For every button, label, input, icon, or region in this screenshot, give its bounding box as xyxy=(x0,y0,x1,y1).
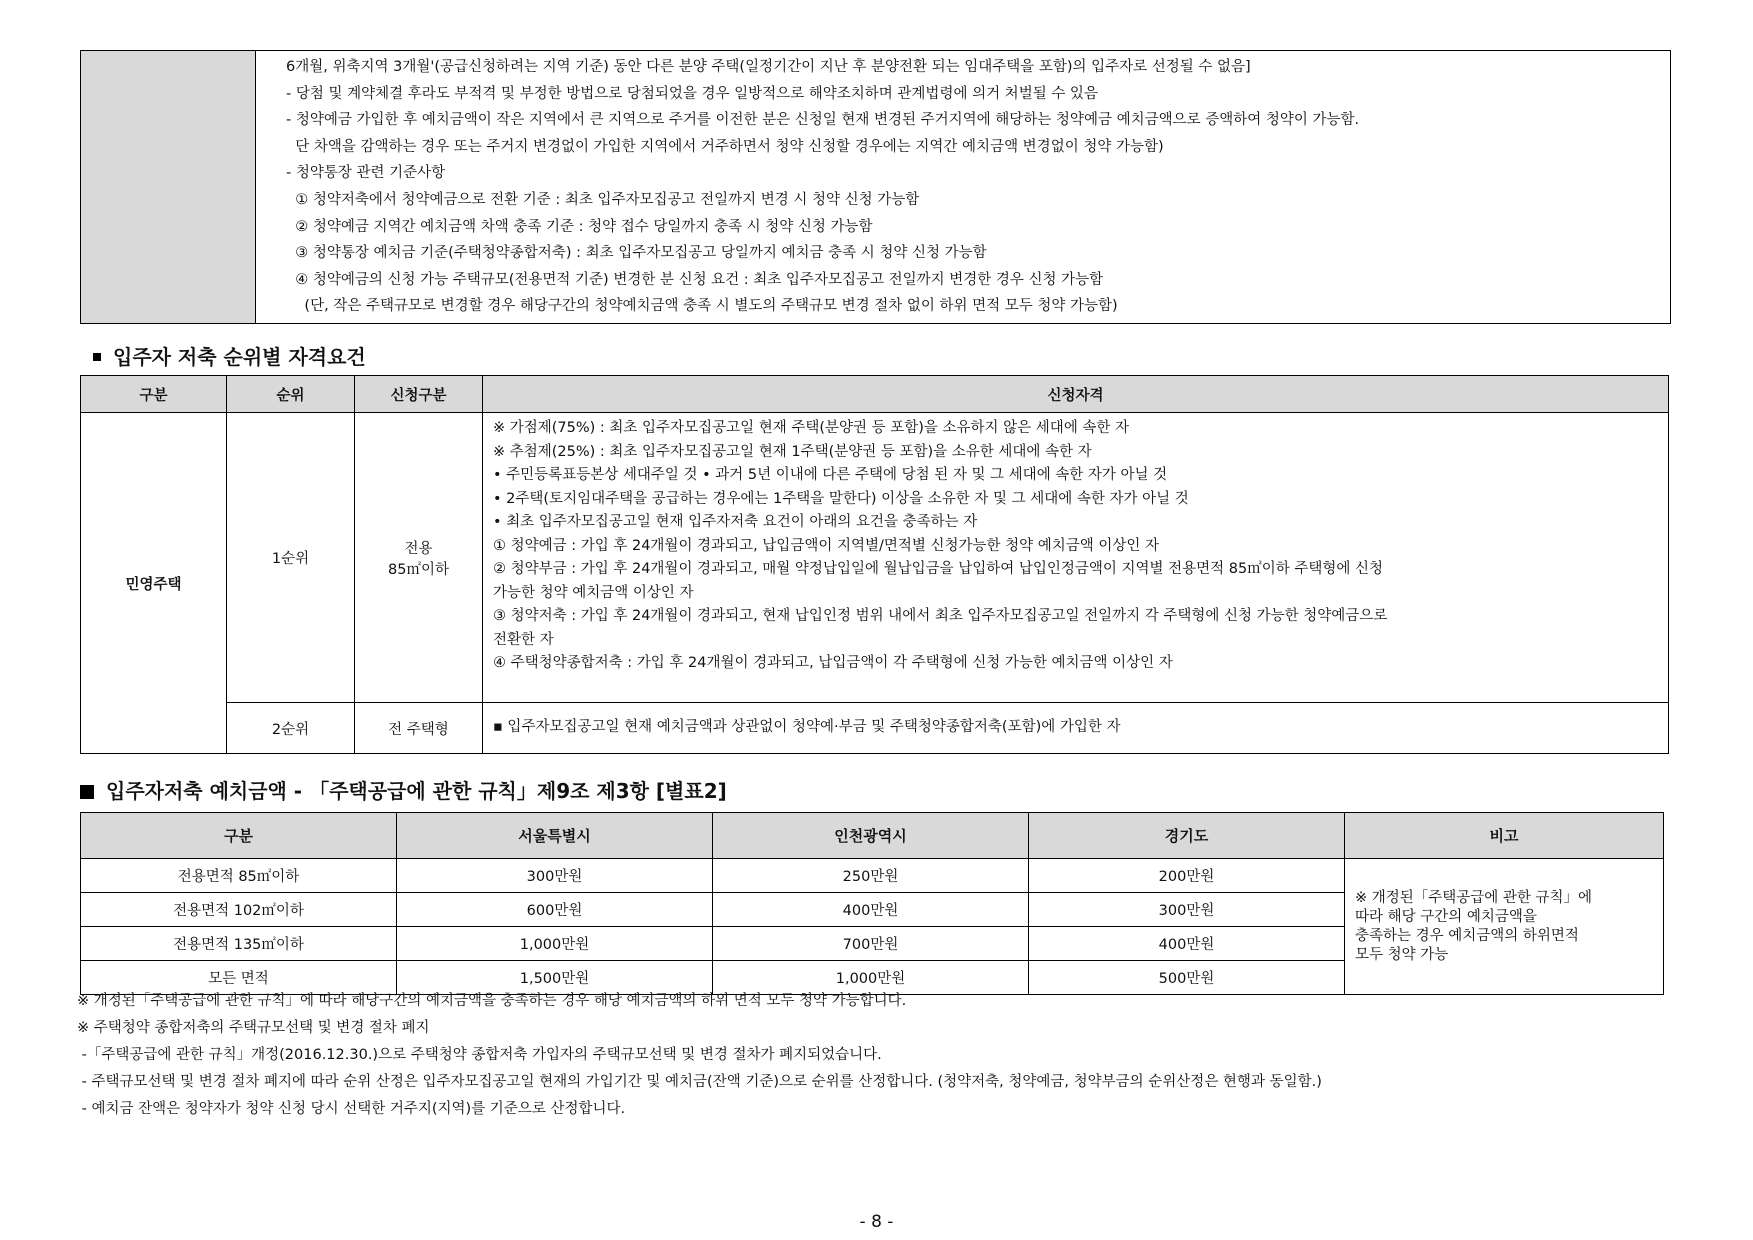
qualification-detail-cell-2: ▪ 입주자모집공고일 현재 예치금액과 상관없이 청약예·부금 및 주택청약종합저축(포함)에 가입한 자 xyxy=(483,703,1669,754)
note-line: - 주택규모선택 및 변경 절차 폐지에 따라 순위 산정은 입주자모집공고일 현재의 가입기간 및 예치금(잔액 기준)으로 순위를 산정합니다. (청약저축, 청약예금, 청약부금의 순위산정은 현행과 동일함.) xyxy=(77,1074,1322,1090)
note-line: - 예치금 잔액은 청약자가 청약 신청 당시 선택한 거주지(지역)를 기준으로 산정합니다. xyxy=(77,1101,626,1117)
header-gyeonggi: 경기도 xyxy=(1029,813,1345,859)
qualification-line: ④ 주택청약종합저축 : 가입 후 24개월이 경과되고, 납입금액이 각 주택형에 신청 가능한 예치금액 이상인 자 xyxy=(493,655,1173,671)
qualification-detail-cell-1 xyxy=(483,413,1669,703)
continuation-line: - 청약예금 가입한 후 예치금액이 작은 지역에서 큰 지역으로 주거를 이전한 분은 신청일 현재 변경된 주거지역에 해당하는 청약예금 예치금액으로 증액하여 청약이 가능함. xyxy=(286,112,1360,129)
header-application-type: 신청구분 xyxy=(355,376,483,413)
section-title-text: 입주자 저축 순위별 자격요건 xyxy=(113,345,366,369)
header-incheon: 인천광역시 xyxy=(713,813,1029,859)
incheon-amount-cell: 250만원 xyxy=(713,859,1029,893)
header-qualification: 신청자격 xyxy=(483,376,1669,413)
qualification-line: 가능한 청약 예치금액 이상인 자 xyxy=(493,584,694,601)
continuation-label-cell xyxy=(81,51,256,324)
incheon-amount-cell: 700만원 xyxy=(713,927,1029,961)
incheon-amount-cell: 400만원 xyxy=(713,893,1029,927)
incheon-amount-cell: 1,000만원 xyxy=(713,961,1029,995)
page-number: - 8 - xyxy=(859,1212,894,1232)
seoul-amount-cell: 300만원 xyxy=(397,859,713,893)
header-remark: 비고 xyxy=(1345,813,1664,859)
qualification-line: 전환한 자 xyxy=(493,631,554,648)
qualification-line: • 최초 입주자모집공고일 현재 입주자저축 요건이 아래의 요건을 충족하는 자 xyxy=(493,514,978,530)
header-category: 구분 xyxy=(81,376,227,413)
section-title-qualification xyxy=(93,341,366,370)
qualification-line: ※ 추첨제(25%) : 최초 입주자모집공고일 현재 1주택(분양권 등 포함)을 소유한 세대에 속한 자 xyxy=(493,443,1092,460)
category-cell: 민영주택 xyxy=(81,413,227,754)
rank-cell-1: 1순위 xyxy=(227,413,355,703)
header-seoul: 서울특별시 xyxy=(397,813,713,859)
qualification-line: ① 청약예금 : 가입 후 24개월이 경과되고, 납입금액이 지역별/면적별 신청가능한 청약 예치금액 이상인 자 xyxy=(493,537,1160,554)
application-type-cell-1 xyxy=(355,413,483,703)
gyeonggi-amount-cell: 200만원 xyxy=(1029,859,1345,893)
qualification-line: ② 청약부금 : 가입 후 24개월이 경과되고, 매월 약정납입일에 월납입금을 납입하여 납입인정금액이 지역별 전용면적 85㎡이하 주택형에 신청 xyxy=(493,561,1384,577)
continuation-table xyxy=(80,50,1671,324)
rank-cell-2: 2순위 xyxy=(227,703,355,754)
header-rank: 순위 xyxy=(227,376,355,413)
seoul-amount-cell: 600만원 xyxy=(397,893,713,927)
continuation-line: 단 차액을 감액하는 경우 또는 주거지 변경없이 가입한 지역에서 거주하면서 청약 신청할 경우에는 지역간 예치금액 변경없이 청약 가능함) xyxy=(286,138,1164,155)
section-title-deposit xyxy=(80,775,727,804)
qualification-line: ※ 가점제(75%) : 최초 입주자모집공고일 현재 주택(분양권 등 포함)을 소유하지 않은 세대에 속한 자 xyxy=(493,420,1130,436)
note-line: ※ 개정된「주택공급에 관한 규칙」에 따라 해당구간의 예치금액을 충족하는 경우 해당 예치금액의 하위 면적 모두 청약 가능합니다. xyxy=(77,993,907,1009)
area-cell: 전용면적 102㎡이하 xyxy=(81,893,397,927)
continuation-line: ① 청약저축에서 청약예금으로 전환 기준 : 최초 입주자모집공고 전일까지 변경 시 청약 신청 가능함 xyxy=(286,191,920,208)
application-type-line: 전용 xyxy=(404,540,433,557)
continuation-line: ④ 청약예금의 신청 가능 주택규모(전용면적 기준) 변경한 분 신청 요건 : 최초 입주자모집공고 전일까지 변경한 경우 신청 가능함 xyxy=(286,271,1104,288)
continuation-line: ③ 청약통장 예치금 기준(주택청약종합저축) : 최초 입주자모집공고 당일까지 예치금 충족 시 청약 신청 가능함 xyxy=(286,245,987,262)
notes-block xyxy=(77,988,1322,1123)
square-bullet-icon xyxy=(80,785,94,799)
gyeonggi-amount-cell: 300만원 xyxy=(1029,893,1345,927)
area-cell: 전용면적 135㎡이하 xyxy=(81,927,397,961)
qualification-line: • 주민등록표등본상 세대주일 것 • 과거 5년 이내에 다른 주택에 당첨 된 자 및 그 세대에 속한 자가 아닐 것 xyxy=(493,467,1168,483)
section-title-text: 입주자저축 예치금액 - 「주택공급에 관한 규칙」제9조 제3항 [별표2] xyxy=(106,779,727,803)
seoul-amount-cell: 1,500만원 xyxy=(397,961,713,995)
note-line: -「주택공급에 관한 규칙」개정(2016.12.30.)으로 주택청약 종합저축 가입자의 주택규모선택 및 변경 절차가 폐지되었습니다. xyxy=(77,1047,882,1063)
table-row xyxy=(81,859,1664,893)
qualification-table xyxy=(80,375,1669,754)
continuation-line: ② 청약예금 지역간 예치금액 차액 충족 기준 : 청약 접수 당일까지 충족 시 청약 신청 가능함 xyxy=(286,218,873,235)
remark-cell: ※ 개정된「주택공급에 관한 규칙」에 따라 해당 구간의 예치금액을 충족하는 경우 예치금액의 하위면적 모두 청약 가능 xyxy=(1345,859,1664,995)
note-line: ※ 주택청약 종합저축의 주택규모선택 및 변경 절차 폐지 xyxy=(77,1020,430,1036)
continuation-line: (단, 작은 주택규모로 변경할 경우 해당구간의 청약예치금액 충족 시 별도의 주택규모 변경 절차 없이 하위 면적 모두 청약 가능함) xyxy=(286,298,1118,315)
application-type-line: 85㎡이하 xyxy=(388,561,449,578)
gyeonggi-amount-cell: 400만원 xyxy=(1029,927,1345,961)
area-cell: 전용면적 85㎡이하 xyxy=(81,859,397,893)
area-cell: 모든 면적 xyxy=(81,961,397,995)
header-area: 구분 xyxy=(81,813,397,859)
qualification-line: ③ 청약저축 : 가입 후 24개월이 경과되고, 현재 납입인정 범위 내에서 최초 입주자모집공고일 전일까지 각 주택형에 신청 가능한 청약예금으로 xyxy=(493,608,1388,624)
gyeonggi-amount-cell: 500만원 xyxy=(1029,961,1345,995)
continuation-line: 6개월, 위축지역 3개월'(공급신청하려는 지역 기준) 동안 다른 분양 주택(일정기간이 지난 후 분양전환 되는 임대주택을 포함)의 입주자로 선정될 수 없음] xyxy=(286,59,1251,75)
continuation-line: - 당첨 및 계약체결 후라도 부적격 및 부정한 방법으로 당첨되었을 경우 일방적으로 해약조치하며 관계법령에 의거 처벌될 수 있음 xyxy=(286,85,1098,102)
continuation-line: - 청약통장 관련 기준사항 xyxy=(286,165,446,182)
deposit-table xyxy=(80,812,1664,995)
seoul-amount-cell: 1,000만원 xyxy=(397,927,713,961)
qualification-line: • 2주택(토지임대주택을 공급하는 경우에는 1주택을 말한다) 이상을 소유한 자 및 그 세대에 속한 자가 아닐 것 xyxy=(493,490,1189,507)
square-bullet-icon xyxy=(93,353,101,361)
application-type-cell-2: 전 주택형 xyxy=(355,703,483,754)
continuation-content-cell xyxy=(256,51,1671,324)
